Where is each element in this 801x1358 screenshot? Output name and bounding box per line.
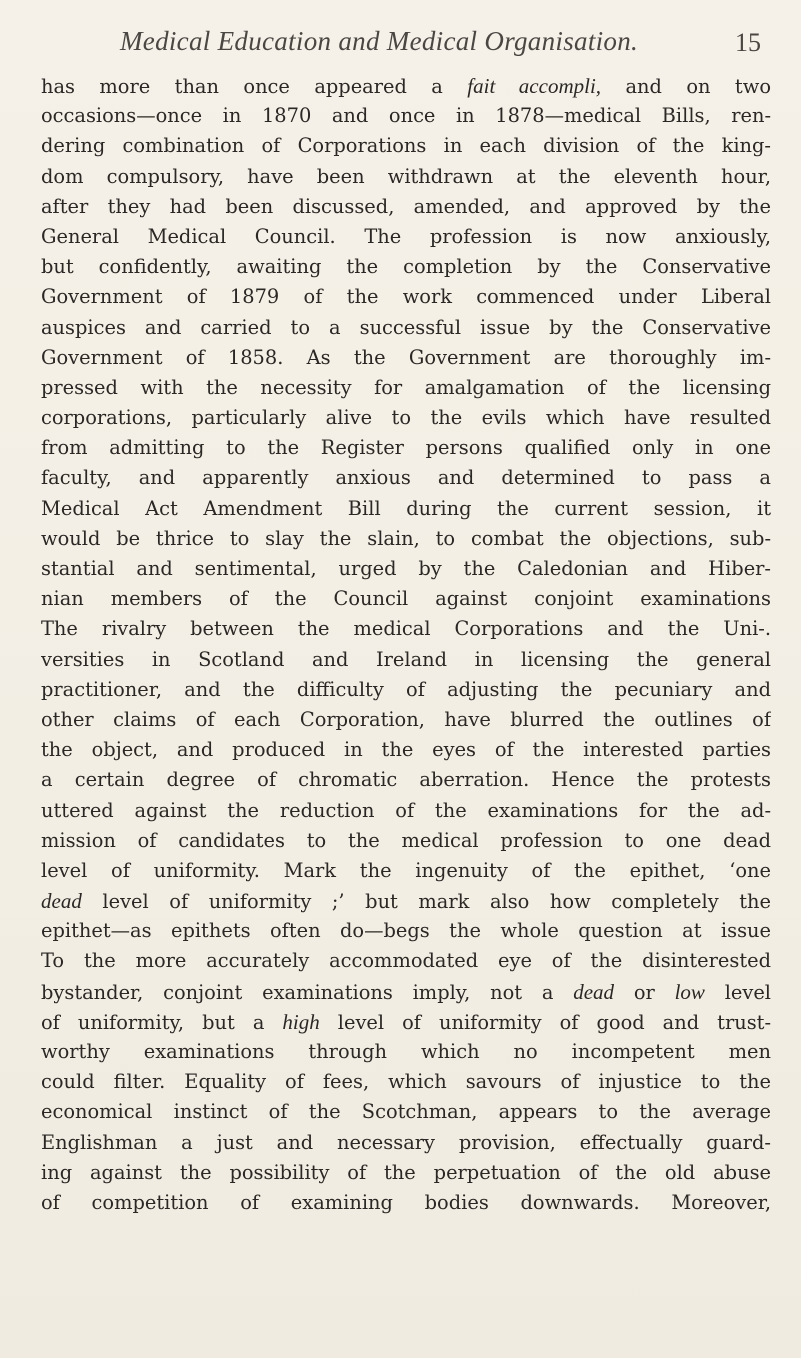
- text-line: from admitting to the Register persons qualified only in one: [41, 436, 771, 460]
- italic-phrase: low: [674, 979, 705, 1004]
- text-line: could filter. Equality of fees, which savours of injustice to the: [41, 1070, 771, 1094]
- text-line: mission of candidates to the medical profession to one dead: [41, 828, 771, 852]
- text-line: would be thrice to slay the slain, to combat the objections, sub-: [41, 526, 771, 550]
- italic-phrase: fait accompli,: [467, 74, 602, 98]
- text-line: practitioner, and the difficulty of adjusting the pecuniary and: [41, 677, 771, 701]
- italic-phrase: dead: [573, 979, 615, 1004]
- text-line: dead level of uniformity ;’ but mark also how completely the: [41, 889, 771, 914]
- text-line: of uniformity, but a high level of uniformity of good and trust-: [41, 1009, 771, 1034]
- text-line: To the more accurately accommodated eye of the disinterested: [41, 949, 771, 973]
- text-line: level of uniformity. Mark the ingenuity of the epithet, ‘one: [41, 858, 771, 882]
- italic-phrase: dead: [41, 889, 82, 914]
- text-line: dering combination of Corporations in each division of the king-: [41, 134, 771, 158]
- text-line: has more than once appeared a fait accompli, and on two: [41, 74, 771, 98]
- text-line: worthy examinations through which no incompetent men: [41, 1040, 771, 1063]
- text-line: other claims of each Corporation, have blurred the outlines of: [41, 707, 771, 731]
- text-line: uttered against the reduction of the examinations for the ad-: [41, 798, 771, 822]
- text-line: occasions—once in 1870 and once in 1878—medical Bills, ren-: [41, 104, 771, 128]
- text-line: faculty, and apparently anxious and determined to pass a: [41, 466, 771, 490]
- text-line: after they had been discussed, amended, and approved by the: [41, 194, 771, 218]
- text-line: epithet—as epithets often do—begs the whole question at issue: [41, 919, 771, 943]
- text-line: stantial and sentimental, urged by the Caledonian and Hiber-: [41, 557, 771, 580]
- text-line: dom compulsory, have been withdrawn at the eleventh hour,: [41, 164, 771, 188]
- text-line: ing against the possibility of the perpetuation of the old abuse: [41, 1160, 771, 1184]
- text-line: of competition of examining bodies downwards. Moreover,: [41, 1190, 771, 1214]
- text-line: Medical Act Amendment Bill during the current session, it: [41, 496, 771, 520]
- text-line: Government of 1858. As the Government are thoroughly im-: [41, 345, 771, 369]
- text-line: a certain degree of chromatic aberration. Hence the protests: [41, 768, 771, 792]
- body-paragraph: [41, 71, 771, 1218]
- text-line: the object, and produced in the eyes of the interested parties: [41, 738, 771, 762]
- text-line: Government of 1879 of the work commenced under Liberal: [41, 285, 771, 309]
- page-number: 15: [735, 28, 761, 57]
- text-line: but confidently, awaiting the completion by the Conservative: [41, 255, 771, 279]
- text-line: corporations, particularly alive to the evils which have resulted: [41, 406, 771, 430]
- text-line: versities in Scotland and Ireland in licensing the general: [41, 647, 771, 671]
- running-head: Medical Education and Medical Organisation.: [120, 26, 639, 56]
- text-line: nian members of the Council against conjoint examinations: [41, 587, 771, 611]
- text-line: economical instinct of the Scotchman, appears to the average: [41, 1100, 771, 1124]
- italic-phrase: high: [282, 1009, 320, 1034]
- text-line: The rivalry between the medical Corporations and the Uni-.: [41, 617, 771, 641]
- text-line: Englishman a just and necessary provision, effectually guard-: [41, 1130, 771, 1154]
- text-line: auspices and carried to a successful issue by the Conservative: [41, 315, 771, 339]
- text-line: General Medical Council. The profession is now anxiously,: [41, 224, 771, 248]
- text-line: bystander, conjoint examinations imply, not a dead or low level: [41, 979, 771, 1004]
- text-line: pressed with the necessity for amalgamation of the licensing: [41, 375, 771, 399]
